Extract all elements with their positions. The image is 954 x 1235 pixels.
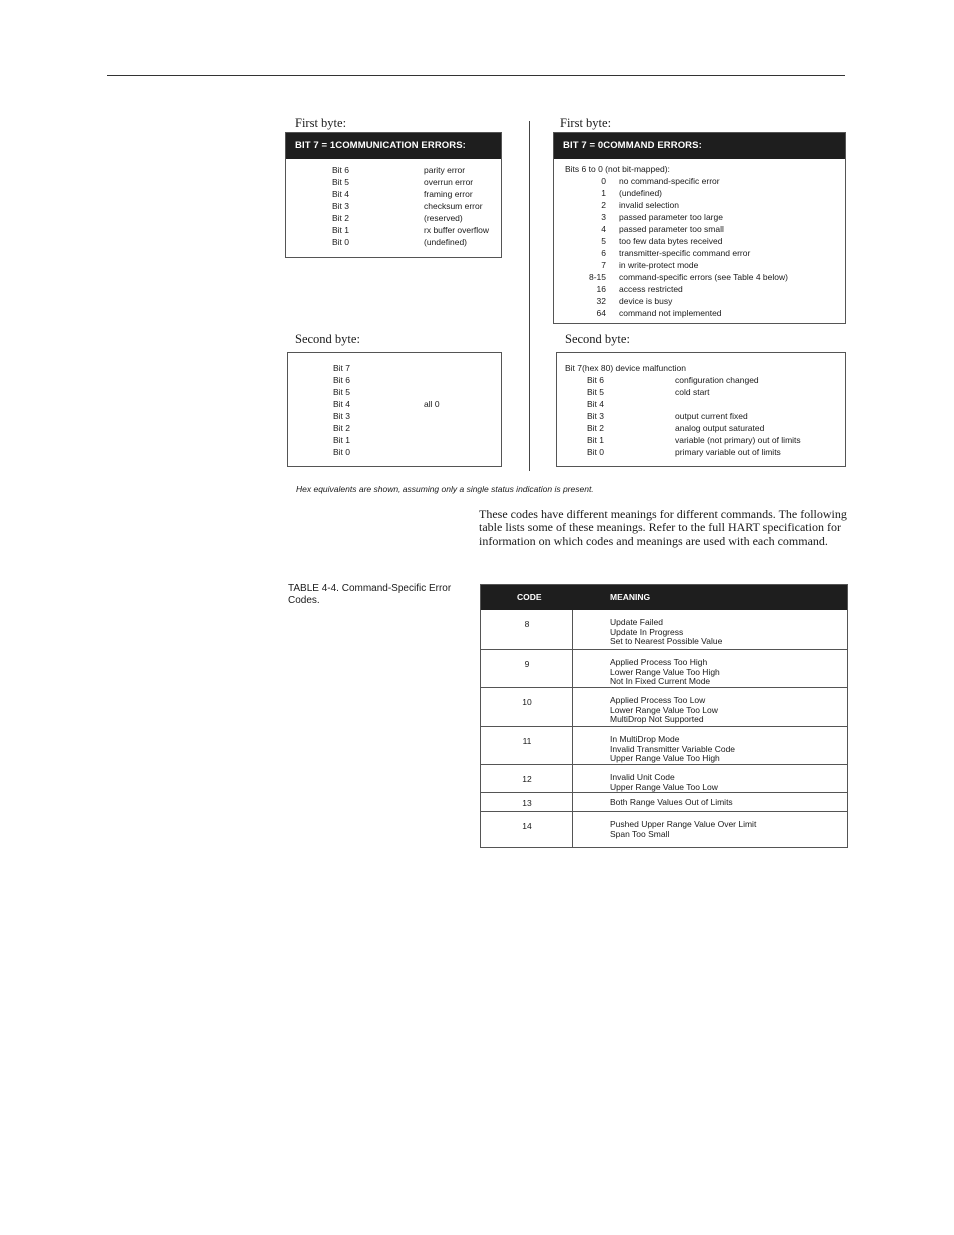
bit-label: Bit 0 xyxy=(587,447,605,457)
error-codes-table xyxy=(480,584,848,848)
error-code: 5 xyxy=(601,236,606,246)
meaning-cell xyxy=(610,798,733,808)
bit-meaning: primary variable out of limits xyxy=(675,447,781,457)
list-item xyxy=(288,446,501,458)
bit-meaning: cold start xyxy=(675,387,710,397)
list-item xyxy=(286,236,501,248)
list-item xyxy=(554,259,845,271)
bit-label: Bit 0 xyxy=(332,237,350,247)
code-cell: 14 xyxy=(522,821,532,831)
list-item xyxy=(554,247,845,259)
meaning-line: Lower Range Value Too Low xyxy=(610,704,718,715)
table-row xyxy=(481,610,847,649)
list-item xyxy=(554,175,845,187)
meaning-line: Upper Range Value Too High xyxy=(610,753,720,764)
bit-meaning: analog output saturated xyxy=(675,423,765,433)
bit-label: Bit 4 xyxy=(333,399,351,409)
list-item xyxy=(554,271,845,283)
meaning-line: In MultiDrop Mode xyxy=(610,734,680,744)
right-second-byte-list xyxy=(557,353,845,458)
bit-label: Bit 1 xyxy=(332,225,350,235)
error-code: 64 xyxy=(596,308,606,318)
list-item xyxy=(557,374,845,386)
list-item xyxy=(554,283,845,295)
command-errors-box xyxy=(553,132,846,324)
list-item xyxy=(554,211,845,223)
meaning-line: Pushed Upper Range Value Over Limit xyxy=(610,819,757,829)
list-item xyxy=(288,374,501,386)
error-meaning: (undefined) xyxy=(619,188,663,198)
meaning-column-header: MEANING xyxy=(610,592,651,602)
error-code: 3 xyxy=(601,212,606,222)
error-code: 8-15 xyxy=(588,272,606,282)
list-item xyxy=(288,422,501,434)
error-meaning: passed parameter too large xyxy=(619,212,723,222)
column-divider xyxy=(529,121,530,471)
device-malfunction-label: Bit 7(hex 80) device malfunction xyxy=(565,363,686,373)
code-cell: 11 xyxy=(522,736,532,746)
meaning-cell xyxy=(610,618,722,647)
bit-label: Bit 1 xyxy=(333,435,351,445)
header-rule xyxy=(107,75,845,76)
error-code: 7 xyxy=(601,260,606,270)
meaning-line: Update Failed xyxy=(610,617,663,627)
list-item xyxy=(557,386,845,398)
bit-meaning: (undefined) xyxy=(424,237,468,247)
error-code: 16 xyxy=(596,284,606,294)
right-second-byte-box xyxy=(556,352,846,467)
code-cell: 10 xyxy=(522,697,532,707)
bit-meaning: framing error xyxy=(424,189,473,199)
table-caption: TABLE 4-4. Command-Specific Error Codes. xyxy=(288,583,452,606)
list-item xyxy=(554,307,845,319)
bit-label: Bit 3 xyxy=(333,411,351,421)
code-cell: 8 xyxy=(524,619,530,629)
list-item xyxy=(554,295,845,307)
meaning-cell xyxy=(610,820,756,839)
body-paragraph: These codes have different meanings for different commands. The following table lists some of these meanings. Refer to the full HART specification for information on which codes and meanings are used with each command. xyxy=(479,507,847,548)
bit-meaning: checksum error xyxy=(424,201,483,211)
right-first-byte-title: First byte: xyxy=(560,116,612,130)
bit-label: Bit 6 xyxy=(587,375,605,385)
list-item xyxy=(554,235,845,247)
list-item xyxy=(288,410,501,422)
left-second-byte-list xyxy=(288,353,501,458)
bit-meaning: (reserved) xyxy=(424,213,463,223)
list-item xyxy=(557,410,845,422)
right-second-byte-title: Second byte: xyxy=(565,332,630,346)
list-item xyxy=(288,362,501,374)
meaning-line: Applied Process Too High xyxy=(610,657,708,667)
list-item xyxy=(288,386,501,398)
meaning-cell xyxy=(610,773,718,792)
left-second-byte-title: Second byte: xyxy=(295,332,360,346)
command-errors-header: BIT 7 = 0COMMAND ERRORS: xyxy=(554,133,845,159)
list-item xyxy=(286,164,501,176)
bit-label: Bit 2 xyxy=(333,423,351,433)
table-header xyxy=(481,585,847,610)
meaning-line: Applied Process Too Low xyxy=(610,695,706,705)
error-meaning: too few data bytes received xyxy=(619,236,723,246)
error-code: 1 xyxy=(601,188,606,198)
meaning-cell xyxy=(610,735,735,764)
code-cell: 13 xyxy=(522,798,532,808)
error-code: 32 xyxy=(596,296,606,306)
list-item xyxy=(286,212,501,224)
list-item xyxy=(286,176,501,188)
meaning-line: Upper Range Value Too Low xyxy=(610,781,718,792)
bit-label: Bit 2 xyxy=(332,213,350,223)
error-code: 6 xyxy=(601,248,606,258)
table-row xyxy=(481,764,847,792)
command-errors-list xyxy=(554,159,845,319)
meaning-line: MultiDrop Not Supported xyxy=(610,714,704,725)
list-item xyxy=(554,223,845,235)
table-row xyxy=(481,792,847,811)
list-item xyxy=(288,434,501,446)
communication-errors-header: BIT 7 = 1COMMUNICATION ERRORS: xyxy=(286,133,501,159)
list-item xyxy=(288,398,501,410)
bit-label: Bit 7 xyxy=(333,363,351,373)
list-item xyxy=(557,434,845,446)
bit-meaning: variable (not primary) out of limits xyxy=(675,435,801,445)
error-meaning: command-specific errors (see Table 4 below) xyxy=(619,272,788,282)
meaning-line: Invalid Transmitter Variable Code xyxy=(610,743,736,754)
bit-label: Bit 5 xyxy=(587,387,605,397)
list-item xyxy=(286,188,501,200)
communication-errors-box xyxy=(285,132,502,258)
meaning-line: Not In Fixed Current Mode xyxy=(610,676,711,687)
bit-label: Bit 2 xyxy=(587,423,605,433)
table-row xyxy=(481,726,847,764)
bit-meaning: rx buffer overflow xyxy=(424,225,490,235)
list-item xyxy=(557,446,845,458)
bit-label: Bit 3 xyxy=(587,411,605,421)
error-meaning: in write-protect mode xyxy=(619,260,699,270)
error-meaning: passed parameter too small xyxy=(619,224,724,234)
error-code: 0 xyxy=(601,176,606,186)
bit-label: Bit 6 xyxy=(333,375,351,385)
bit-label: Bit 3 xyxy=(332,201,350,211)
table-row xyxy=(481,687,847,726)
all-zero-label: all 0 xyxy=(424,399,440,409)
error-code: 4 xyxy=(601,224,606,234)
communication-errors-list xyxy=(286,159,501,248)
list-item xyxy=(557,422,845,434)
bit-meaning: configuration changed xyxy=(675,375,759,385)
list-intro xyxy=(554,163,845,175)
error-meaning: no command-specific error xyxy=(619,176,720,186)
error-meaning: command not implemented xyxy=(619,308,722,318)
bit-meaning: parity error xyxy=(424,165,466,175)
error-meaning: device is busy xyxy=(619,296,673,306)
left-second-byte-box xyxy=(287,352,502,467)
meaning-line: Span Too Small xyxy=(610,828,670,839)
meaning-line: Lower Range Value Too High xyxy=(610,666,720,677)
bit-meaning: output current fixed xyxy=(675,411,748,421)
code-column-header: CODE xyxy=(517,592,542,602)
code-cell: 12 xyxy=(522,774,532,784)
bit-label: Bit 0 xyxy=(333,447,351,457)
meaning-line: Set to Nearest Possible Value xyxy=(610,636,723,647)
list-item xyxy=(554,187,845,199)
list-item xyxy=(286,224,501,236)
meaning-line: Update In Progress xyxy=(610,626,684,637)
bit-label: Bit 4 xyxy=(332,189,350,199)
meaning-cell xyxy=(610,696,718,725)
table-row xyxy=(481,811,847,847)
bit-label: Bit 1 xyxy=(587,435,605,445)
hex-footnote: Hex equivalents are shown, assuming only a single status indication is present. xyxy=(296,484,594,494)
list-item xyxy=(557,398,845,410)
bit-meaning: overrun error xyxy=(424,177,474,187)
meaning-cell xyxy=(610,658,720,687)
error-meaning: invalid selection xyxy=(619,200,680,210)
list-item xyxy=(286,200,501,212)
error-code: 2 xyxy=(601,200,606,210)
list-item xyxy=(554,199,845,211)
left-first-byte-title: First byte: xyxy=(295,116,347,130)
table-row xyxy=(481,649,847,687)
bit-label: Bit 4 xyxy=(587,399,605,409)
error-meaning: transmitter-specific command error xyxy=(619,248,751,258)
bit-label: Bit 6 xyxy=(332,165,350,175)
command-errors-intro: Bits 6 to 0 (not bit-mapped): xyxy=(565,164,670,174)
list-intro xyxy=(557,362,845,374)
bit-label: Bit 5 xyxy=(333,387,351,397)
bit-label: Bit 5 xyxy=(332,177,350,187)
code-cell: 9 xyxy=(524,659,530,669)
error-meaning: access restricted xyxy=(619,284,683,294)
meaning-line: Invalid Unit Code xyxy=(610,772,675,782)
meaning-line: Both Range Values Out of Limits xyxy=(610,797,733,807)
